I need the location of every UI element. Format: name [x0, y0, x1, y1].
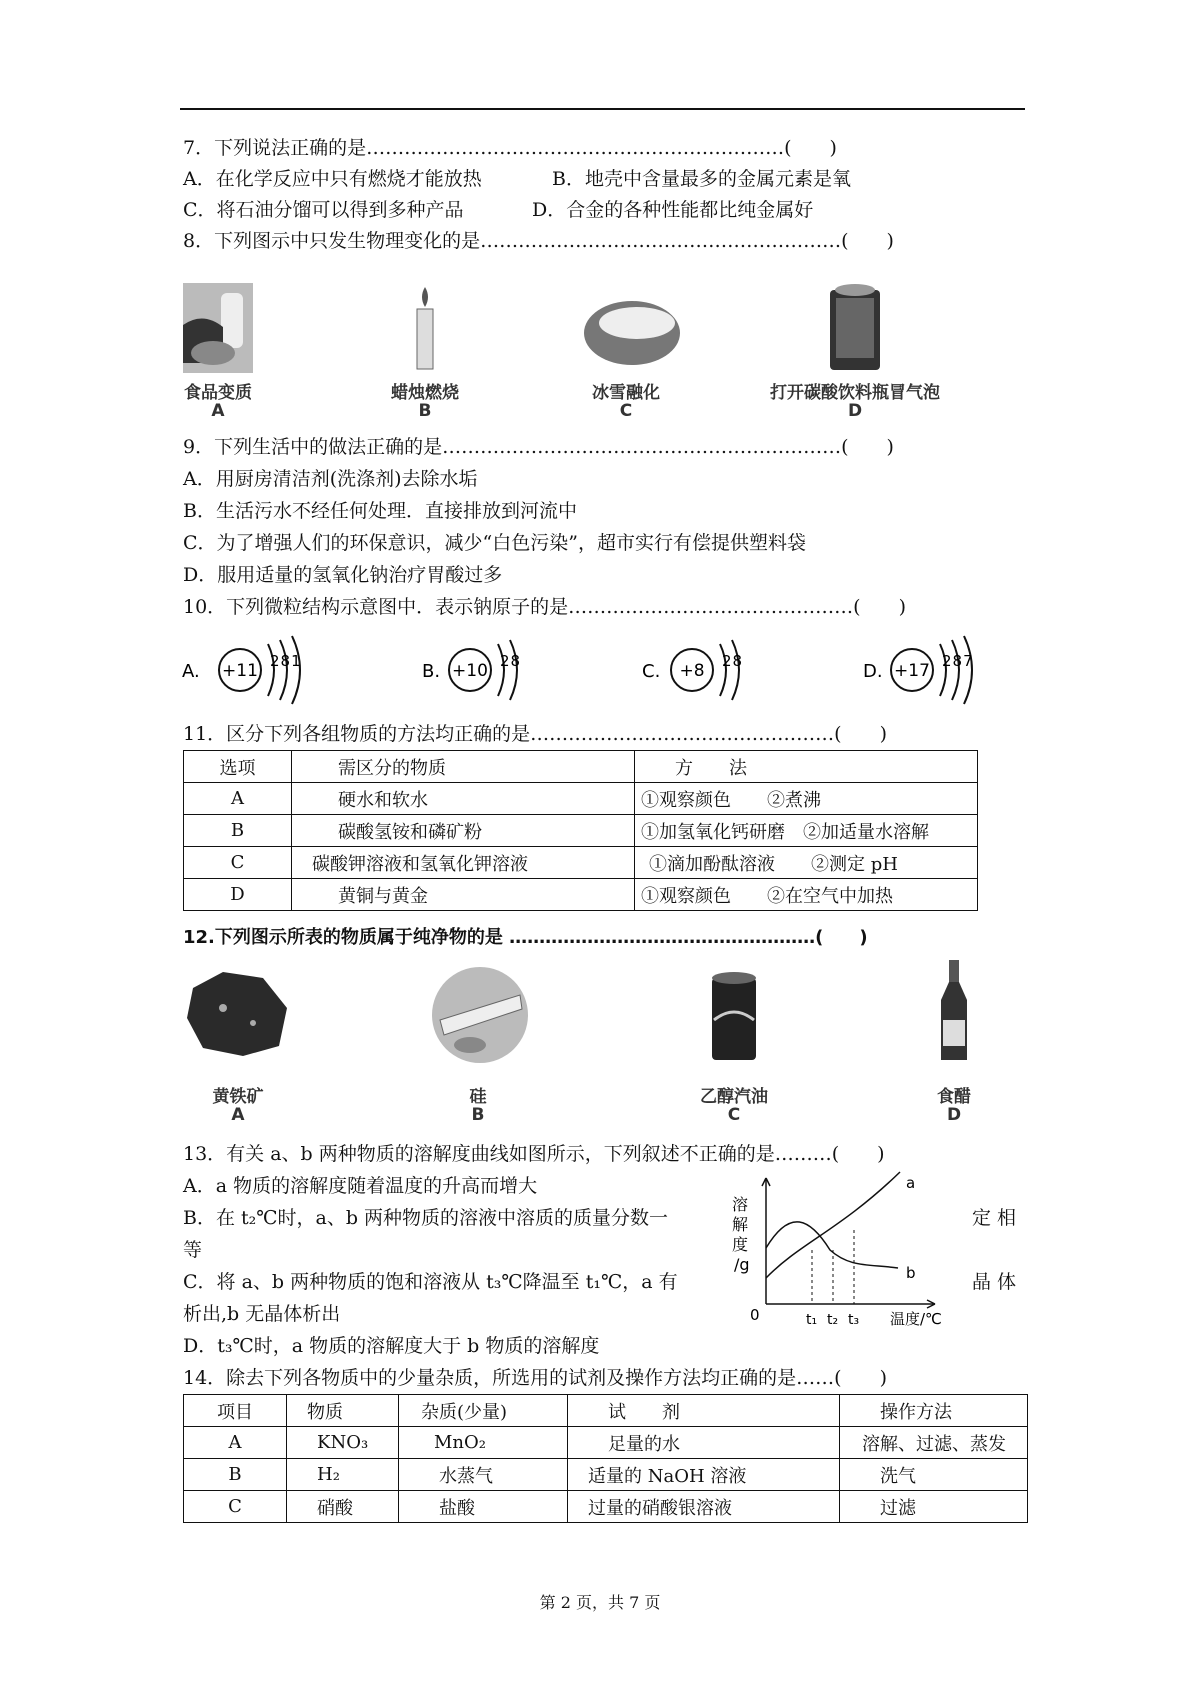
q13-stem: 13．有关 a、b 两种物质的溶解度曲线如图所示，下列叙述不正确的是………( ): [183, 1143, 885, 1165]
table-header: 物质: [287, 1395, 399, 1427]
table-cell: 水蒸气: [399, 1459, 568, 1491]
atom-c-letter: C.: [642, 661, 661, 682]
ethanol-gasoline-barrel-image: [708, 970, 760, 1062]
table-cell: B: [184, 815, 292, 847]
atom-d-nucleus: +17: [894, 661, 930, 681]
table-cell: D: [184, 879, 292, 911]
graph-tick-t2: t₂: [827, 1312, 839, 1328]
melting-ice-image: [582, 293, 682, 373]
q10-stem: 10．下列微粒结构示意图中．表示钠原子的是………………………………………( ): [183, 596, 907, 618]
food-spoilage-image: [183, 283, 253, 373]
table-cell: H₂: [287, 1459, 399, 1491]
header-rule: [180, 108, 1025, 110]
q12-caption-a: 黄铁矿: [212, 1087, 264, 1107]
graph-ylabel-1: 溶: [732, 1195, 749, 1214]
q7-option-b: B．地壳中含量最多的金属元素是氧: [552, 168, 851, 190]
table-cell: A: [184, 783, 292, 815]
q12-letter-c: C: [727, 1105, 741, 1125]
q12-letter-d: D: [946, 1105, 962, 1125]
table-row: [184, 815, 978, 847]
atom-b-electrons: 28: [500, 652, 522, 670]
graph-xlabel: 温度/℃: [890, 1310, 942, 1328]
table-header-row: [184, 1395, 1028, 1427]
q7-stem: 7．下列说法正确的是…………………………………………………………( ): [183, 137, 837, 159]
q13-option-b-line2: 等: [183, 1239, 203, 1261]
atom-a-letter: A.: [182, 661, 200, 682]
q14-table: [183, 1394, 1028, 1523]
table-header: 方 法: [635, 751, 978, 783]
table-cell: ①观察颜色 ②煮沸: [635, 783, 978, 815]
q12-caption-b: 硅: [469, 1087, 487, 1107]
q12-stem: 12.下列图示所表的物质属于纯净物的是 ……………………………………………( ): [183, 927, 868, 948]
table-row: [184, 783, 978, 815]
atom-b-letter: B.: [422, 661, 441, 682]
atom-d-letter: D.: [863, 661, 883, 682]
atom-d-electrons: 287: [942, 652, 974, 670]
table-cell: C: [184, 1491, 287, 1523]
solubility-curve-graph: [730, 1168, 970, 1340]
table-cell: MnO₂: [399, 1427, 568, 1459]
q9-option-c: C．为了增强人们的环保意识，减少“白色污染”，超市实行有偿提供塑料袋: [183, 532, 806, 554]
table-cell: 盐酸: [399, 1491, 568, 1523]
q12-caption-c: 乙醇汽油: [700, 1087, 768, 1107]
table-cell: C: [184, 847, 292, 879]
q8-letter-c: C: [619, 401, 633, 421]
q13-option-d: D．t₃℃时，a 物质的溶解度大于 b 物质的溶解度: [183, 1335, 600, 1357]
table-row: [184, 1427, 1028, 1459]
vinegar-bottle-image: [937, 960, 971, 1064]
table-header: 操作方法: [840, 1395, 1028, 1427]
table-cell: ①加氢氧化钙研磨 ②加适量水溶解: [635, 815, 978, 847]
table-header: 杂质(少量): [399, 1395, 568, 1427]
graph-ylabel-3: 度: [732, 1235, 749, 1254]
table-cell: 碳酸氢铵和磷矿粉: [292, 815, 635, 847]
q13-option-a: A．a 物质的溶解度随着温度的升高而增大: [183, 1175, 538, 1197]
table-header: 选项: [184, 751, 292, 783]
q12-letter-b: B: [471, 1105, 485, 1125]
q8-caption-d: 打开碳酸饮料瓶冒气泡: [770, 383, 940, 403]
silicon-image: [430, 965, 530, 1065]
q13-option-c-tail: 晶 体: [972, 1271, 1017, 1293]
table-cell: 黄铜与黄金: [292, 879, 635, 911]
q8-caption-b: 蜡烛燃烧: [391, 383, 459, 403]
q13-option-c-line1: C．将 a、b 两种物质的饱和溶液从 t₃℃降温至 t₁℃，a 有: [183, 1271, 678, 1293]
table-cell: 硬水和软水: [292, 783, 635, 815]
table-cell: KNO₃: [287, 1427, 399, 1459]
candle-image: [405, 283, 445, 373]
q8-letter-b: B: [418, 401, 432, 421]
q7-option-d: D．合金的各种性能都比纯金属好: [532, 199, 814, 221]
q11-table: [183, 750, 978, 911]
q13-option-c-line2: 析出,b 无晶体析出: [183, 1303, 341, 1325]
table-cell: ①观察颜色 ②在空气中加热: [635, 879, 978, 911]
table-header: 需区分的物质: [292, 751, 635, 783]
table-header: 项目: [184, 1395, 287, 1427]
q8-letter-d: D: [847, 401, 863, 421]
q9-option-d: D．服用适量的氢氧化钠治疗胃酸过多: [183, 564, 503, 586]
table-cell: B: [184, 1459, 287, 1491]
q13-option-b-line1: B．在 t₂℃时，a、b 两种物质的溶液中溶质的质量分数一: [183, 1207, 669, 1229]
table-cell: 适量的 NaOH 溶液: [568, 1459, 840, 1491]
table-header: 试 剂: [568, 1395, 840, 1427]
table-row: [184, 1459, 1028, 1491]
atom-diagram-b: [422, 640, 521, 700]
q9-option-b: B．生活污水不经任何处理．直接排放到河流中: [183, 500, 577, 522]
table-row: [184, 879, 978, 911]
atom-diagrams: [180, 628, 1040, 708]
q14-stem: 14．除去下列各物质中的少量杂质，所选用的试剂及操作方法均正确的是……( ): [183, 1367, 888, 1389]
graph-ylabel-4: /g: [734, 1255, 750, 1274]
table-row: [184, 1491, 1028, 1523]
atom-a-electrons: 281: [270, 652, 302, 670]
graph-origin: 0: [750, 1306, 760, 1324]
q8-caption-c: 冰雪融化: [592, 383, 660, 403]
page-footer: 第 2 页，共 7 页: [539, 1593, 661, 1612]
graph-ylabel-2: 解: [732, 1215, 749, 1234]
soda-bottle-image: [820, 282, 890, 376]
table-cell: 洗气: [840, 1459, 1028, 1491]
table-cell: 过量的硝酸银溶液: [568, 1491, 840, 1523]
table-cell: 过滤: [840, 1491, 1028, 1523]
q8-stem: 8．下列图示中只发生物理变化的是…………………………………………………( ): [183, 230, 894, 252]
atom-diagram-d: [863, 636, 974, 704]
table-cell: 碳酸钾溶液和氢氧化钾溶液: [292, 847, 635, 879]
graph-tick-t1: t₁: [806, 1312, 818, 1328]
q13-option-b-tail: 定 相: [972, 1207, 1017, 1229]
atom-b-nucleus: +10: [452, 661, 488, 681]
table-cell: 硝酸: [287, 1491, 399, 1523]
q12-letter-a: A: [231, 1105, 245, 1125]
table-cell: A: [184, 1427, 287, 1459]
atom-diagram-a: [182, 636, 302, 704]
curve-a-label: a: [906, 1174, 916, 1192]
graph-tick-t3: t₃: [848, 1312, 860, 1328]
q8-letter-a: A: [211, 401, 225, 421]
table-cell: 足量的水: [568, 1427, 840, 1459]
atom-a-nucleus: +11: [222, 661, 258, 681]
q9-stem: 9．下列生活中的做法正确的是………………………………………………………( ): [183, 436, 894, 458]
q12-caption-d: 食醋: [937, 1087, 971, 1107]
table-cell: ①滴加酚酞溶液 ②测定 pH: [635, 847, 978, 879]
atom-c-nucleus: +8: [679, 661, 705, 681]
table-row: [184, 847, 978, 879]
table-header-row: [184, 751, 978, 783]
q7-option-a: A．在化学反应中只有燃烧才能放热: [183, 168, 482, 190]
q8-caption-a: 食品变质: [184, 383, 252, 403]
atom-diagram-c: [642, 640, 743, 700]
pyrite-image: [183, 968, 293, 1058]
atom-c-electrons: 28: [722, 652, 744, 670]
q11-stem: 11．区分下列各组物质的方法均正确的是…………………………………………( ): [183, 723, 888, 745]
table-cell: 溶解、过滤、蒸发: [840, 1427, 1028, 1459]
q9-option-a: A．用厨房清洁剂(洗涤剂)去除水垢: [183, 468, 478, 490]
q7-option-c: C．将石油分馏可以得到多种产品: [183, 199, 464, 221]
curve-b-label: b: [906, 1264, 916, 1282]
